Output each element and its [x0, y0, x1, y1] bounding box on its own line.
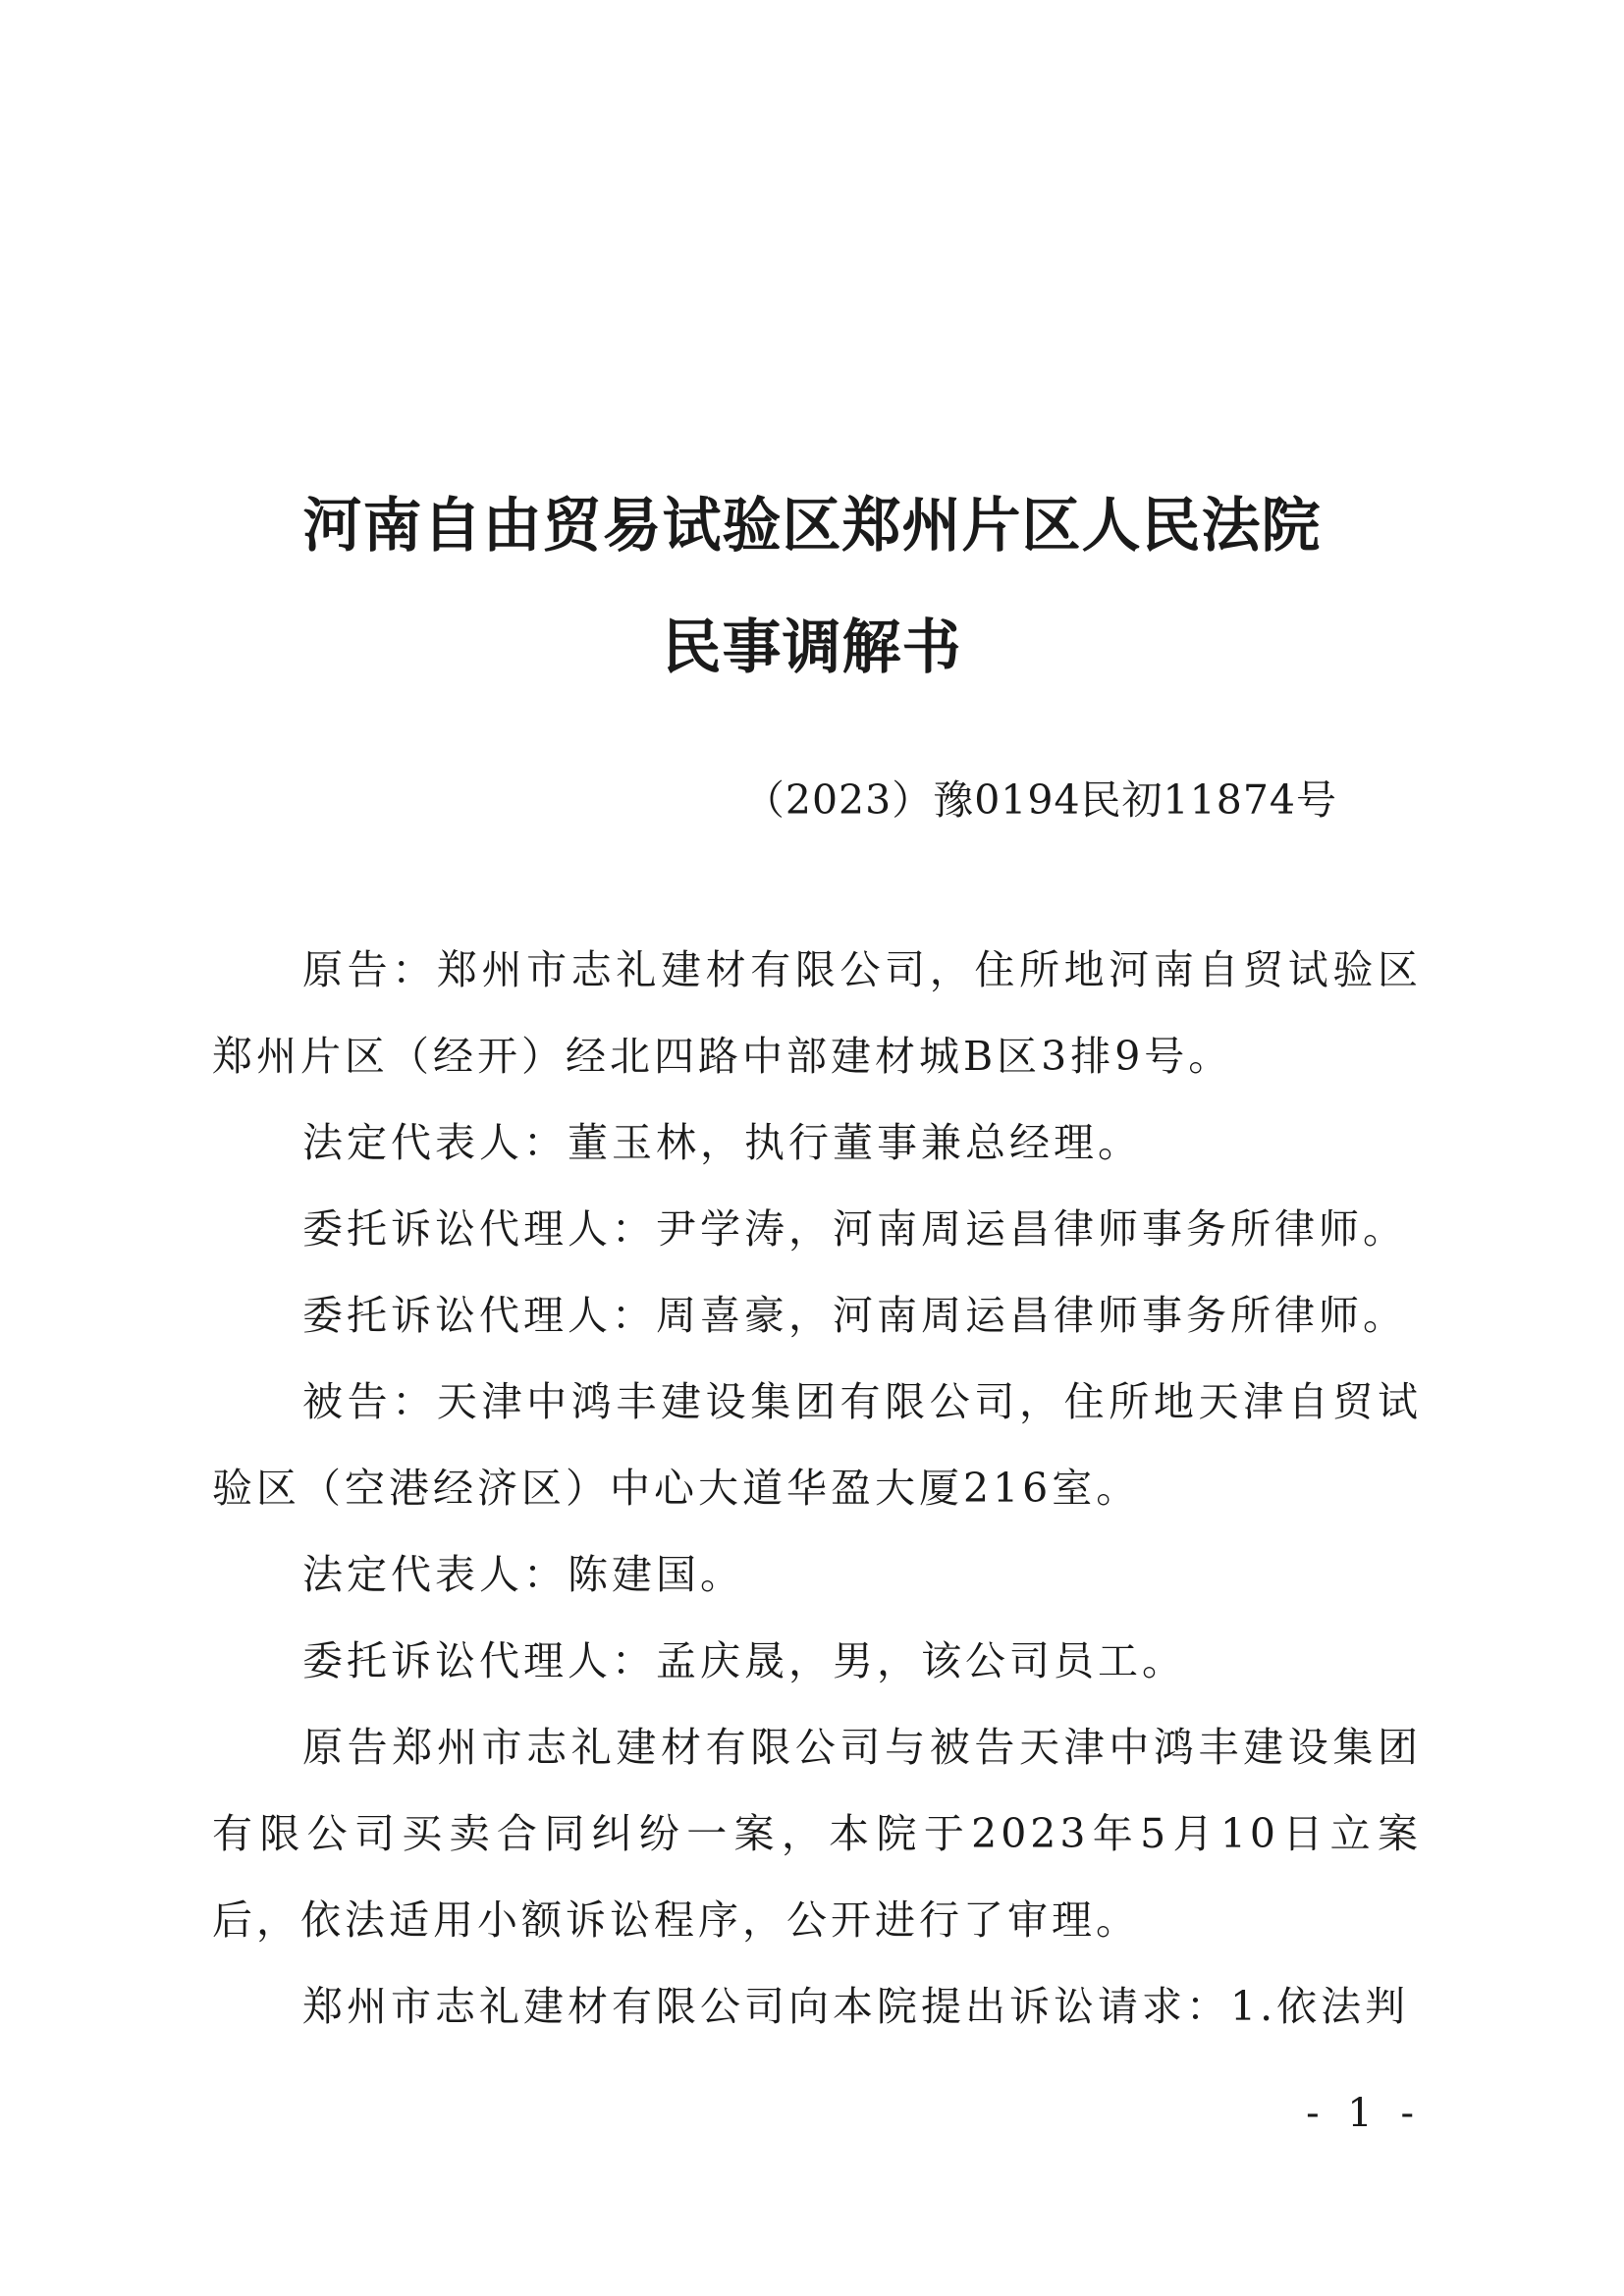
paragraph-plaintiff-representative: 法定代表人：董玉林，执行董事兼总经理。 [302, 1119, 1142, 1166]
paragraph-defendant-representative: 法定代表人：陈建国。 [302, 1551, 744, 1598]
document-type-title: 民事调解书 [662, 614, 962, 682]
paragraph-defendant-agent: 委托诉讼代理人：孟庆晟，男，该公司员工。 [302, 1637, 1186, 1684]
page-number: - 1 - [1306, 2091, 1422, 2136]
paragraph-case-summary: 原告郑州市志礼建材有限公司与被告天津中鸿丰建设集团有限公司买卖合同纠纷一案，本院于2023年5月10日立案后，依法适用小额诉讼程序，公开进行了审理。 [212, 1724, 1422, 1944]
paragraph-plaintiff-agent-1: 委托诉讼代理人：尹学涛，河南周运昌律师事务所律师。 [302, 1205, 1407, 1253]
paragraph-plaintiff-agent-2: 委托诉讼代理人：周喜豪，河南周运昌律师事务所律师。 [302, 1292, 1407, 1339]
case-number: （2023）豫0194民初11874号 [743, 776, 1337, 824]
paragraph-claims: 郑州市志礼建材有限公司向本院提出诉讼请求：1.依法判 [302, 1983, 1410, 2030]
court-name-title: 河南自由贸易试验区郑州片区人民法院 [302, 492, 1322, 561]
document-body [212, 927, 1422, 2050]
paragraph-defendant: 被告：天津中鸿丰建设集团有限公司，住所地天津自贸试验区（空港经济区）中心大道华盈大厦216室。 [212, 1378, 1422, 1512]
paragraph-plaintiff: 原告：郑州市志礼建材有限公司，住所地河南自贸试验区郑州片区（经开）经北四路中部建材城B区3排9号。 [212, 946, 1422, 1080]
